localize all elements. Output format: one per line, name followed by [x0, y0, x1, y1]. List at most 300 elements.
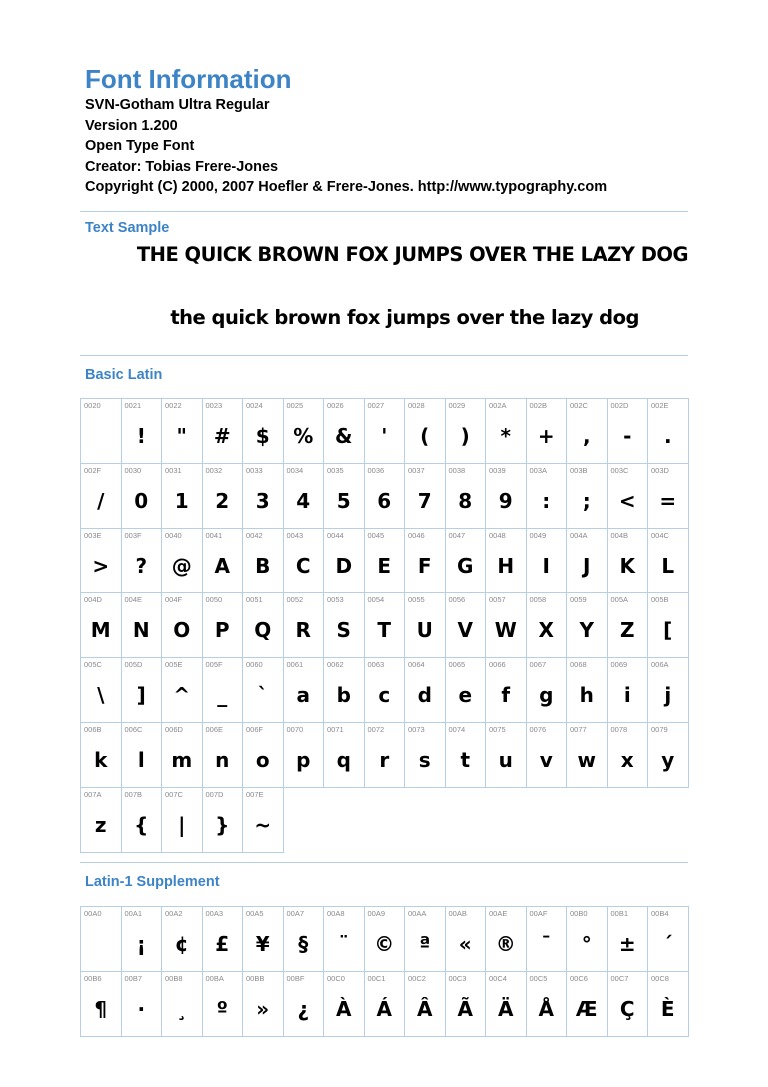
- code-point: 0037: [408, 465, 425, 475]
- glyph-cell: [446, 972, 487, 1037]
- glyph-cell: [365, 723, 406, 788]
- glyph-cell: [405, 907, 446, 972]
- glyph-cell: [122, 658, 163, 723]
- code-point: 0032: [205, 465, 223, 475]
- glyph-cell: [486, 723, 527, 788]
- code-point: 0026: [327, 401, 344, 410]
- code-point: 0050: [205, 595, 223, 605]
- basic-latin-grid: [80, 398, 689, 853]
- glyph: v: [539, 747, 553, 772]
- code-point: 007A: [84, 789, 102, 799]
- glyph: S: [336, 618, 351, 643]
- glyph-cell: [203, 593, 244, 658]
- glyph-cell: [324, 529, 365, 594]
- glyph-cell: [608, 399, 649, 464]
- code-point: 0027: [367, 401, 385, 410]
- glyph: !: [136, 424, 146, 448]
- glyph-cell: [324, 593, 365, 658]
- glyph: ¿: [297, 996, 310, 1021]
- code-point: 004E: [124, 595, 143, 605]
- glyph: Y: [579, 618, 594, 643]
- glyph: ®: [495, 932, 516, 956]
- code-point: 007B: [124, 789, 143, 799]
- glyph: |: [178, 812, 186, 837]
- font-info-list: [85, 95, 607, 198]
- glyph: M: [90, 618, 111, 643]
- code-point: 002B: [529, 401, 548, 410]
- glyph-cell: [122, 723, 163, 788]
- code-point: 005D: [124, 660, 143, 670]
- glyph: n: [215, 747, 230, 772]
- glyph: Ä: [498, 996, 514, 1021]
- code-point: 0067: [529, 660, 547, 670]
- glyph-cell: [324, 399, 365, 464]
- glyph-cell: [486, 593, 527, 658]
- code-point: 00B0: [570, 909, 588, 918]
- glyph: \: [97, 683, 105, 708]
- code-point: 00C2: [408, 973, 426, 983]
- glyph-cell: [365, 907, 406, 972]
- divider: [80, 862, 688, 863]
- code-point: 006C: [124, 724, 143, 734]
- code-point: 0075: [489, 724, 506, 734]
- code-point: 00C4: [489, 973, 507, 983]
- glyph-cell: [486, 399, 527, 464]
- glyph: [: [663, 618, 673, 643]
- glyph-cell: [324, 972, 365, 1037]
- code-point: 00AB: [448, 909, 467, 918]
- glyph: q: [336, 747, 351, 772]
- code-point: 006F: [246, 724, 264, 734]
- glyph-cell: [648, 972, 689, 1037]
- glyph: :: [542, 488, 551, 513]
- code-point: 0063: [367, 660, 385, 670]
- font-type: Open Type Font: [85, 138, 195, 155]
- glyph-cell: [203, 658, 244, 723]
- glyph-cell: [527, 529, 568, 594]
- glyph-cell: [162, 658, 203, 723]
- glyph: x: [620, 747, 634, 772]
- glyph-cell: [486, 464, 527, 529]
- code-point: 0071: [327, 724, 344, 734]
- glyph: f: [501, 683, 511, 708]
- code-point: 003C: [610, 465, 629, 475]
- glyph-cell: [486, 658, 527, 723]
- code-point: 007E: [246, 789, 264, 799]
- glyph: ): [460, 424, 470, 448]
- glyph-cell: [648, 658, 689, 723]
- glyph-cell: [203, 788, 244, 853]
- code-point: 0023: [205, 401, 223, 410]
- glyph-cell: [81, 723, 122, 788]
- glyph: F: [417, 553, 432, 578]
- glyph: L: [661, 553, 675, 578]
- glyph-cell: [648, 529, 689, 594]
- glyph-cell: [527, 972, 568, 1037]
- code-point: 006E: [205, 724, 224, 734]
- glyph-cell: [284, 593, 325, 658]
- glyph: I: [542, 553, 550, 578]
- glyph-cell: [162, 972, 203, 1037]
- glyph: H: [497, 553, 515, 578]
- code-point: 00AF: [529, 909, 548, 918]
- glyph-cell: [608, 529, 649, 594]
- glyph: È: [660, 996, 675, 1021]
- code-point: 00A1: [124, 909, 143, 918]
- glyph: @: [171, 553, 192, 578]
- glyph-cell: [405, 723, 446, 788]
- code-point: 0046: [408, 530, 425, 540]
- glyph-cell: [486, 907, 527, 972]
- glyph-cell: [284, 399, 325, 464]
- code-point: 005B: [651, 595, 669, 605]
- glyph: =: [659, 488, 677, 513]
- divider: [80, 211, 688, 212]
- glyph: W: [494, 618, 517, 643]
- glyph: ©: [374, 932, 395, 956]
- glyph: U: [416, 618, 433, 643]
- glyph-cell: [486, 972, 527, 1037]
- glyph: ]: [136, 683, 146, 708]
- glyph-cell: [365, 464, 406, 529]
- glyph-cell: [405, 464, 446, 529]
- code-point: 0073: [408, 724, 425, 734]
- glyph-cell: [405, 658, 446, 723]
- glyph: O: [173, 618, 191, 643]
- glyph-cell: [365, 529, 406, 594]
- glyph-cell: [203, 907, 244, 972]
- code-point: 00A0: [84, 909, 102, 918]
- glyph: 4: [296, 488, 311, 513]
- glyph: u: [498, 747, 513, 772]
- glyph: 1: [174, 488, 189, 513]
- code-point: 002D: [610, 401, 629, 410]
- glyph: Â: [417, 996, 433, 1021]
- code-point: 00BB: [246, 973, 265, 983]
- glyph: g: [539, 683, 554, 708]
- code-point: 003A: [529, 465, 548, 475]
- glyph: °: [581, 932, 592, 956]
- glyph-cell: [527, 658, 568, 723]
- glyph: 0: [134, 488, 149, 513]
- glyph: ¯: [541, 932, 552, 956]
- code-point: 003E: [84, 530, 102, 540]
- glyph: D: [335, 553, 353, 578]
- code-point: 00BA: [205, 973, 224, 983]
- glyph: ¥: [255, 932, 270, 956]
- glyph: Á: [376, 996, 392, 1021]
- glyph-cell: [446, 723, 487, 788]
- glyph-cell: [162, 399, 203, 464]
- code-point: 0074: [448, 724, 466, 734]
- code-point: 0054: [367, 595, 385, 605]
- code-point: 0057: [489, 595, 506, 605]
- glyph-cell: [608, 464, 649, 529]
- glyph-cell: [527, 593, 568, 658]
- glyph: o: [255, 747, 270, 772]
- glyph: #: [213, 424, 231, 448]
- glyph-cell: [608, 972, 649, 1037]
- glyph: §: [298, 932, 309, 956]
- glyph-cell: [81, 788, 122, 853]
- code-point: 00B7: [124, 973, 143, 983]
- glyph-cell: [81, 529, 122, 594]
- glyph: 9: [498, 488, 513, 513]
- code-point: 0070: [286, 724, 304, 734]
- glyph-cell: [567, 464, 608, 529]
- code-point: 0028: [408, 401, 425, 410]
- glyph-cell: [446, 907, 487, 972]
- glyph-cell: [243, 464, 284, 529]
- glyph-cell: [162, 723, 203, 788]
- code-point: 002A: [489, 401, 507, 410]
- glyph: _: [217, 683, 228, 708]
- code-point: 0055: [408, 595, 425, 605]
- glyph: s: [418, 747, 431, 772]
- glyph: T: [377, 618, 392, 643]
- glyph: E: [377, 553, 392, 578]
- glyph: y: [661, 747, 675, 772]
- glyph: m: [171, 747, 193, 772]
- code-point: 00C1: [367, 973, 386, 983]
- code-point: 00A2: [165, 909, 183, 918]
- code-point: 00B6: [84, 973, 102, 983]
- glyph: {: [134, 812, 149, 837]
- code-point: 00A3: [205, 909, 224, 918]
- glyph: *: [500, 424, 511, 448]
- glyph-cell: [243, 788, 284, 853]
- glyph: k: [94, 747, 108, 772]
- code-point: 004A: [570, 530, 588, 540]
- glyph-cell: [324, 907, 365, 972]
- glyph: ': [381, 424, 388, 448]
- glyph-cell: [284, 907, 325, 972]
- glyph: ¨: [338, 932, 349, 956]
- code-point: 00C3: [448, 973, 467, 983]
- glyph: r: [379, 747, 390, 772]
- code-point: 0058: [529, 595, 547, 605]
- glyph-cell: [608, 907, 649, 972]
- glyph-cell: [243, 593, 284, 658]
- code-point: 006A: [651, 660, 669, 670]
- glyph-cell: [446, 464, 487, 529]
- glyph-cell: [648, 593, 689, 658]
- glyph-cell: [527, 399, 568, 464]
- code-point: 0043: [286, 530, 304, 540]
- glyph-cell: [122, 907, 163, 972]
- code-point: 0030: [124, 465, 142, 475]
- code-point: 005A: [610, 595, 629, 605]
- glyph-cell: [122, 972, 163, 1037]
- glyph: $: [255, 424, 270, 448]
- code-point: 00C0: [327, 973, 345, 983]
- glyph: K: [619, 553, 635, 578]
- glyph-cell: [446, 658, 487, 723]
- code-point: 0051: [246, 595, 263, 605]
- code-point: 002F: [84, 465, 102, 475]
- glyph: B: [255, 553, 271, 578]
- glyph: 2: [215, 488, 230, 513]
- glyph: ¸: [176, 996, 187, 1021]
- code-point: 0036: [367, 465, 385, 475]
- glyph: }: [215, 812, 230, 837]
- text-sample-title: Text Sample: [85, 220, 170, 236]
- glyph: Q: [254, 618, 272, 643]
- glyph: +: [537, 424, 555, 448]
- glyph-cell: [284, 723, 325, 788]
- code-point: 00B1: [610, 909, 629, 918]
- glyph: Ç: [619, 996, 635, 1021]
- code-point: 0025: [286, 401, 304, 410]
- font-copyright: Copyright (C) 2000, 2007 Hoefler & Frere-Jones. http://www.typography.com: [85, 179, 608, 196]
- glyph-cell: [365, 399, 406, 464]
- code-point: 0056: [448, 595, 466, 605]
- glyph-cell: [324, 723, 365, 788]
- code-point: 0040: [165, 530, 182, 540]
- glyph: /: [97, 488, 105, 513]
- glyph-cell: [122, 399, 163, 464]
- latin1-supplement-title: Latin-1 Supplement: [85, 874, 220, 890]
- code-point: 004B: [610, 530, 629, 540]
- sample-uppercase: THE QUICK BROWN FOX JUMPS OVER THE LAZY DOG: [136, 243, 688, 266]
- code-point: 0029: [448, 401, 466, 410]
- glyph-cell: [81, 658, 122, 723]
- glyph-cell: [446, 529, 487, 594]
- glyph-cell: [648, 907, 689, 972]
- glyph-cell: [365, 658, 406, 723]
- code-point: 00A8: [327, 909, 345, 918]
- glyph: >: [92, 553, 110, 578]
- latin1-supplement-grid: [80, 906, 689, 1037]
- code-point: 0024: [246, 401, 263, 410]
- glyph-cell: [567, 529, 608, 594]
- code-point: 007D: [205, 789, 224, 799]
- glyph-cell: [243, 399, 284, 464]
- glyph: ": [176, 424, 187, 448]
- glyph-cell: [284, 658, 325, 723]
- code-point: 0068: [570, 660, 587, 670]
- glyph: a: [296, 683, 310, 708]
- glyph-cell: [243, 529, 284, 594]
- code-point: 003D: [651, 465, 669, 475]
- code-point: 007C: [165, 789, 183, 799]
- code-point: 0047: [448, 530, 466, 540]
- glyph-cell: [567, 723, 608, 788]
- glyph-cell: [365, 593, 406, 658]
- code-point: 0066: [489, 660, 506, 670]
- glyph: À: [336, 996, 352, 1021]
- glyph: Ã: [457, 996, 473, 1021]
- code-point: 0039: [489, 465, 506, 475]
- code-point: 00BF: [286, 973, 305, 983]
- code-point: 004D: [84, 595, 102, 605]
- glyph-cell: [567, 907, 608, 972]
- code-point: 0031: [165, 465, 182, 475]
- glyph-cell: [203, 972, 244, 1037]
- glyph-cell: [405, 399, 446, 464]
- glyph: J: [583, 553, 591, 578]
- glyph: ~: [254, 812, 272, 837]
- glyph: t: [460, 747, 471, 772]
- code-point: 0077: [570, 724, 587, 734]
- glyph-cell: [405, 529, 446, 594]
- page-title: Font Information: [85, 64, 292, 94]
- code-point: 002C: [570, 401, 588, 410]
- code-point: 0049: [529, 530, 547, 540]
- code-point: 002E: [651, 401, 669, 410]
- code-point: 00C6: [570, 973, 588, 983]
- glyph-cell: [486, 529, 527, 594]
- code-point: 006D: [165, 724, 183, 734]
- glyph: 8: [458, 488, 473, 513]
- glyph: Z: [619, 618, 635, 643]
- code-point: 004F: [165, 595, 183, 605]
- glyph-cell: [243, 658, 284, 723]
- glyph-cell: [162, 788, 203, 853]
- glyph: ·: [137, 996, 146, 1021]
- code-point: 0064: [408, 660, 425, 670]
- divider: [80, 355, 688, 356]
- glyph: w: [577, 747, 596, 772]
- code-point: 0021: [124, 401, 142, 410]
- glyph-cell: [284, 972, 325, 1037]
- glyph: V: [457, 618, 473, 643]
- glyph-cell: [608, 593, 649, 658]
- glyph: ^: [173, 683, 191, 708]
- glyph: X: [538, 618, 554, 643]
- glyph: p: [296, 747, 311, 772]
- code-point: 00C5: [529, 973, 548, 983]
- code-point: 0069: [610, 660, 628, 670]
- glyph-cell: [527, 464, 568, 529]
- glyph: -: [623, 424, 632, 448]
- glyph-cell: [608, 723, 649, 788]
- glyph-cell: [527, 907, 568, 972]
- glyph: i: [623, 683, 631, 708]
- glyph: ?: [135, 553, 148, 578]
- code-point: 00C8: [651, 973, 669, 983]
- code-point: 0079: [651, 724, 668, 734]
- code-point: 0053: [327, 595, 344, 605]
- glyph: 7: [417, 488, 432, 513]
- code-point: 0034: [286, 465, 304, 475]
- code-point: 0038: [448, 465, 466, 475]
- code-point: 0041: [205, 530, 223, 540]
- basic-latin-title: Basic Latin: [85, 367, 163, 383]
- glyph-cell: [203, 399, 244, 464]
- glyph-cell: [162, 907, 203, 972]
- glyph: ;: [582, 488, 591, 513]
- glyph: h: [579, 683, 594, 708]
- glyph: b: [336, 683, 351, 708]
- glyph: £: [215, 932, 230, 956]
- glyph: «: [458, 932, 472, 956]
- glyph: »: [256, 996, 270, 1021]
- code-point: 0061: [286, 660, 304, 670]
- glyph: N: [132, 618, 150, 643]
- glyph-cell: [527, 723, 568, 788]
- glyph: 3: [255, 488, 270, 513]
- glyph: (: [420, 424, 430, 448]
- glyph-cell: [122, 464, 163, 529]
- glyph-cell: [122, 529, 163, 594]
- glyph-cell: [203, 464, 244, 529]
- code-point: 00AA: [408, 909, 427, 918]
- glyph: 5: [336, 488, 351, 513]
- code-point: 005F: [205, 660, 223, 670]
- glyph: C: [295, 553, 311, 578]
- code-point: 0060: [246, 660, 263, 670]
